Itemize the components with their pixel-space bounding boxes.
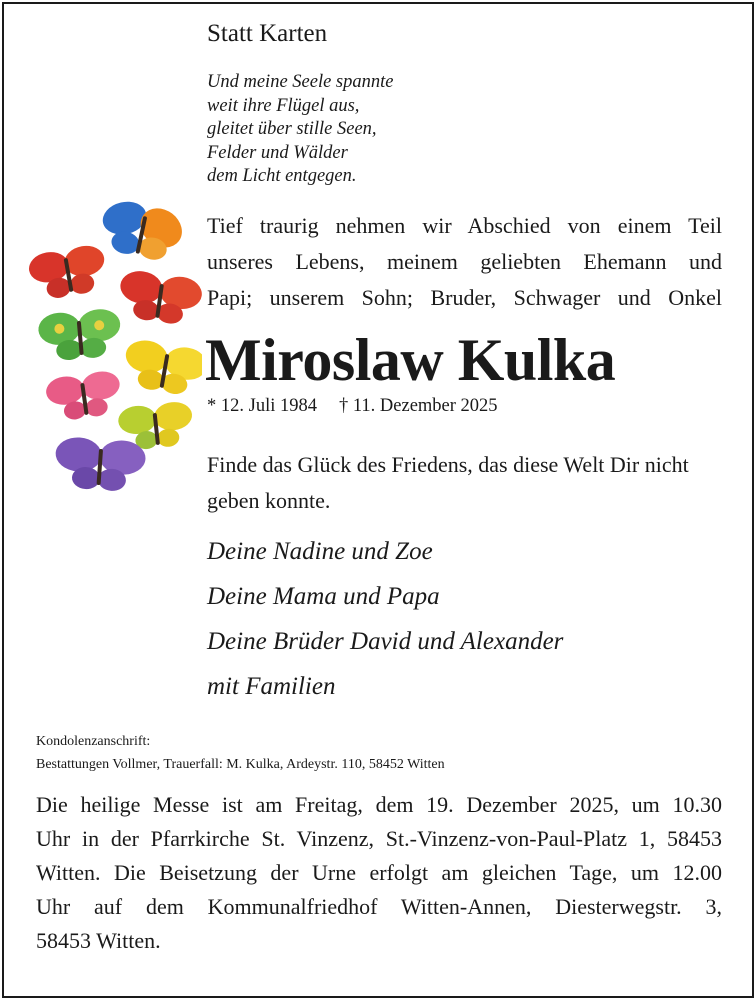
- deceased-name: Miroslaw Kulka: [205, 327, 616, 393]
- butterfly-red-icon: [116, 269, 202, 328]
- butterfly-red-icon: [27, 243, 110, 302]
- service-line: Uhr in der Pfarrkirche St. Vinzenz, St.-Vinzenz-von-Paul-Platz 1, 58453: [36, 826, 722, 851]
- death-date: † 11. Dezember 2025: [338, 396, 498, 416]
- poem-line: Und meine Seele spannte: [207, 72, 394, 92]
- signer-line: mit Familien: [207, 673, 336, 700]
- intro-line: unseres Lebens, meinem geliebten Ehemann und: [207, 249, 722, 274]
- service-line: 58453 Witten.: [36, 928, 161, 953]
- intro-line: Papi; unserem Sohn; Bruder, Schwager und Onkel: [207, 285, 722, 310]
- butterflies-illustration: [20, 200, 202, 506]
- butterfly-green-icon: [37, 308, 123, 363]
- poem: [207, 71, 393, 189]
- service-line: Witten. Die Beisetzung der Urne erfolgt am gleichen Tage, um 12.00: [36, 860, 722, 885]
- intro-line: Tief traurig nehmen wir Abschied von einem Teil: [207, 213, 722, 238]
- service-info: [36, 788, 722, 958]
- condolence-address-block: [36, 730, 445, 776]
- condolence-address: Bestattungen Vollmer, Trauerfall: M. Kulka, Ardeystr. 110, 58452 Witten: [36, 757, 445, 772]
- intro-text: [207, 208, 722, 316]
- butterfly-yellow-icon: [120, 337, 202, 399]
- poem-line: weit ihre Flügel aus,: [207, 95, 360, 116]
- signers: [207, 532, 563, 712]
- signer-line: Deine Mama und Papa: [207, 583, 440, 610]
- header-text: Statt Karten: [207, 20, 328, 47]
- poem-line: gleitet über stille Seen,: [207, 119, 377, 139]
- quote-text: Finde das Glück des Friedens, das diese Welt Dir nicht geben konnte.: [207, 452, 689, 513]
- poem-line: dem Licht entgegen.: [207, 166, 357, 186]
- signer-line: Deine Brüder David und Alexander: [207, 628, 564, 655]
- life-dates: [207, 396, 498, 417]
- condolence-label: Kondolenzanschrift:: [36, 734, 151, 749]
- service-line: Die heilige Messe ist am Freitag, dem 19. Dezember 2025, um 10.30: [36, 792, 722, 817]
- butterfly-purple-icon: [53, 436, 146, 493]
- service-line: Uhr auf dem Kommunalfriedhof Witten-Annen, Diesterwegstr. 3,: [36, 894, 722, 919]
- poem-line: Felder und Wälder: [207, 142, 348, 163]
- butterfly-pink-icon: [44, 369, 123, 423]
- birth-date: * 12. Juli 1984: [207, 396, 317, 416]
- butterfly-blue-icon: [91, 200, 193, 266]
- signer-line: Deine Nadine und Zoe: [207, 538, 433, 565]
